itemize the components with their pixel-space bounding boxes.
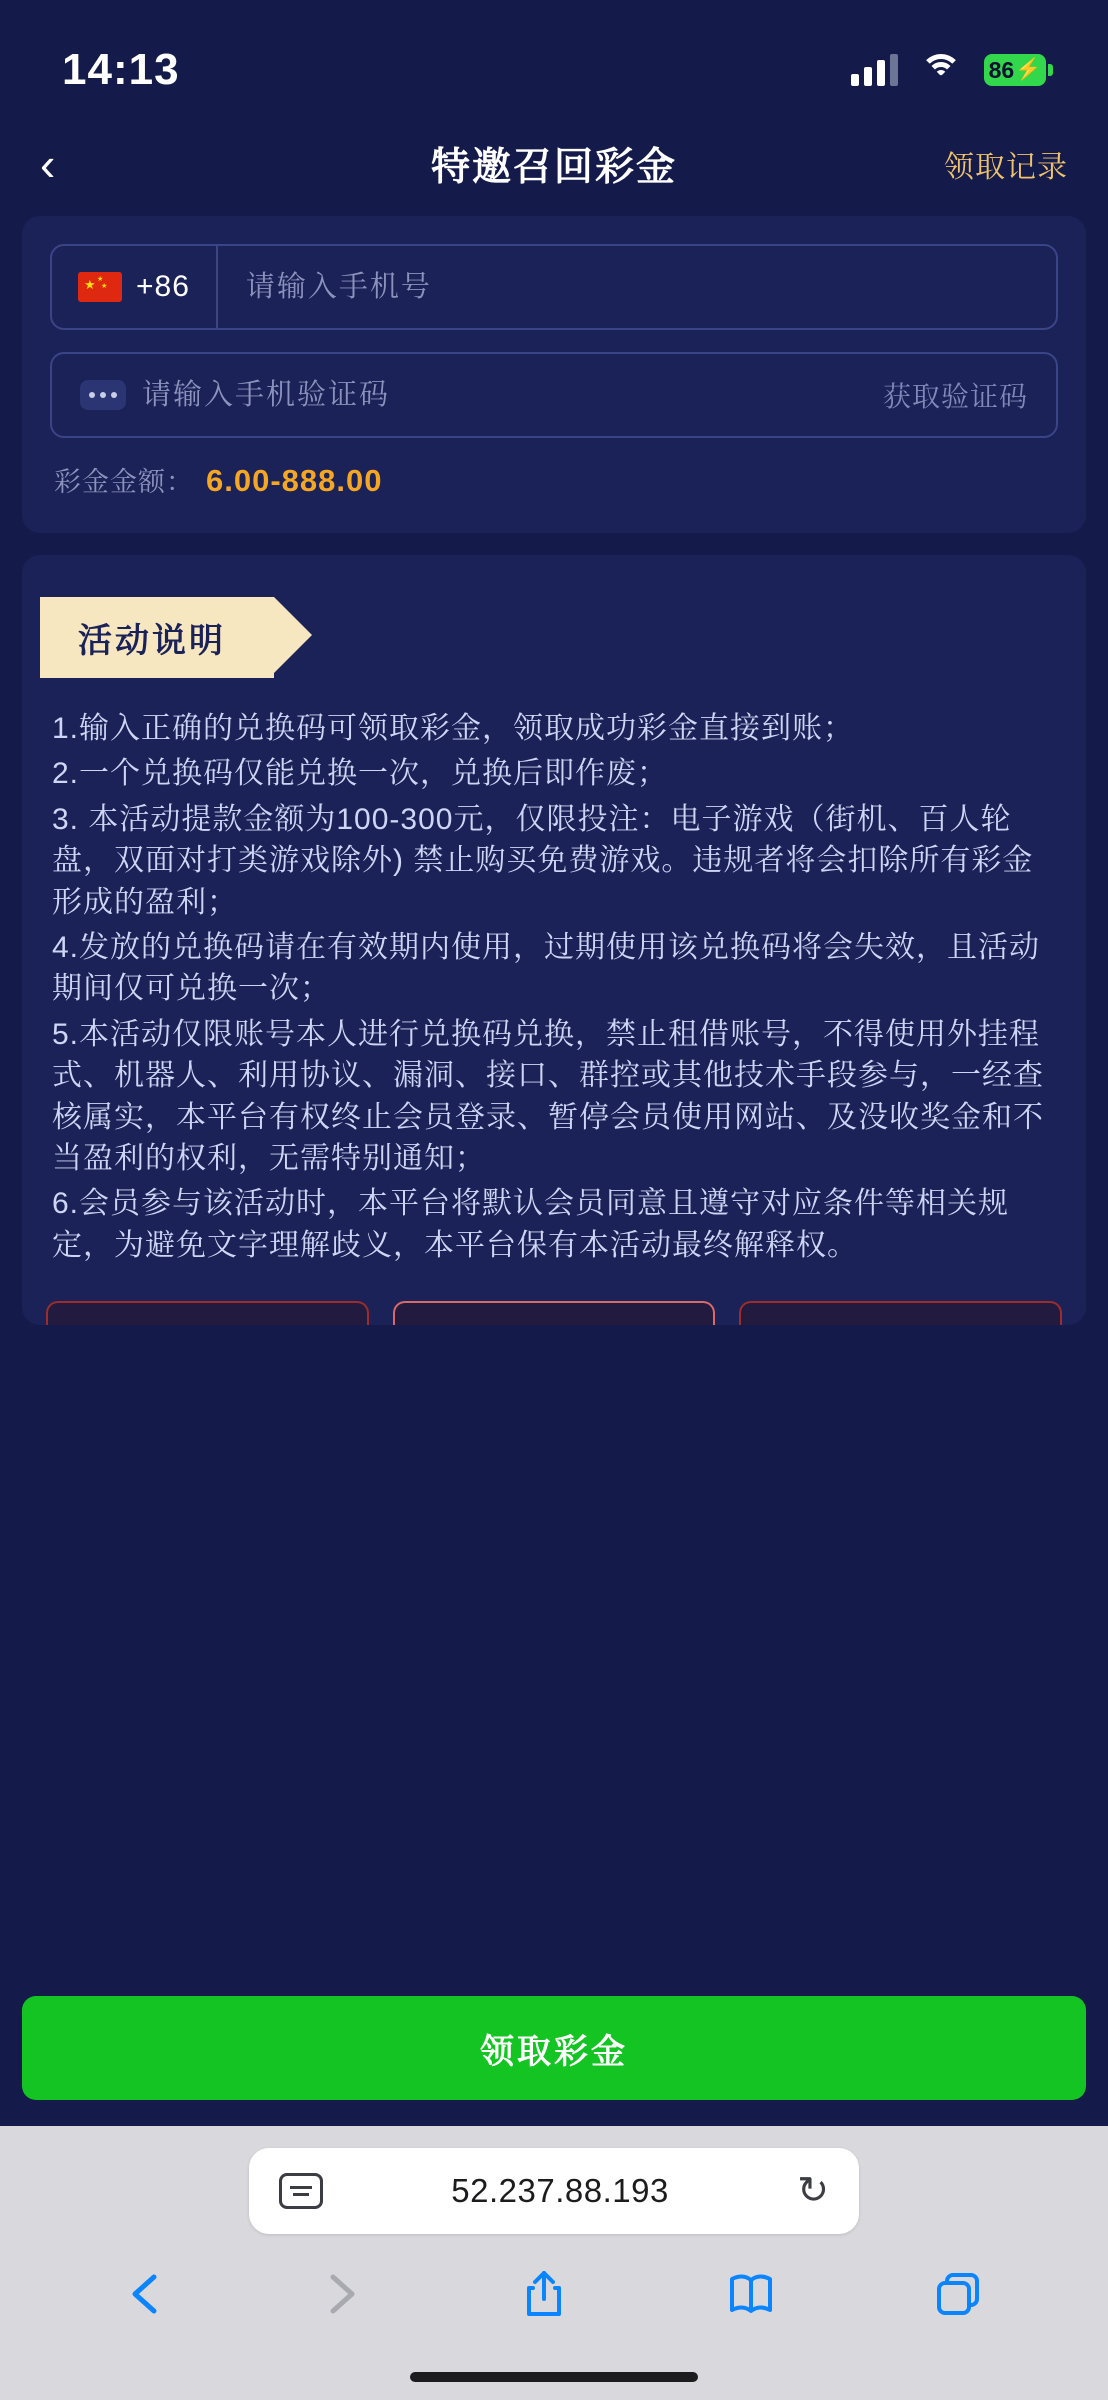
code-input-group[interactable]	[80, 379, 883, 412]
tile-preview[interactable]	[46, 1301, 369, 1325]
tile-preview[interactable]	[739, 1301, 1062, 1325]
code-dots-icon	[80, 380, 126, 410]
claim-form-card	[22, 216, 1086, 533]
url-text[interactable]: 52.237.88.193	[451, 2172, 669, 2209]
share-icon[interactable]	[522, 2269, 566, 2319]
browser-chrome	[0, 2126, 1108, 2400]
partially-visible-tiles	[22, 1301, 1086, 1325]
cta-container	[0, 1978, 1108, 2126]
verification-code-input[interactable]	[142, 379, 883, 412]
status-indicators	[851, 54, 1046, 86]
bonus-amount-row	[50, 460, 1058, 499]
reader-view-icon[interactable]	[279, 2173, 323, 2209]
browser-toolbar	[0, 2234, 1108, 2354]
activity-rules-ribbon: 活动说明	[40, 597, 274, 678]
back-chevron-icon[interactable]	[127, 2271, 163, 2317]
rule-item: 6.会员参与该活动时，本平台将默认会员同意且遵守对应条件等相关规定，为避免文字理解歧义，本平台保有本活动最终解释权。	[52, 1187, 1010, 1262]
claim-records-link[interactable]: 领取记录	[944, 151, 1068, 184]
url-bar[interactable]	[249, 2148, 859, 2234]
phone-field-row[interactable]	[50, 244, 1058, 330]
verification-code-field-row[interactable]	[50, 352, 1058, 438]
charging-bolt-icon: ⚡	[1015, 58, 1042, 81]
page-content	[0, 216, 1108, 1978]
wifi-icon	[920, 54, 962, 86]
home-indicator[interactable]	[410, 2372, 698, 2382]
activity-rules-card	[22, 555, 1086, 1325]
bonus-amount-value: 6.00-888.00	[206, 463, 383, 498]
get-verification-code-button[interactable]: 获取验证码	[882, 381, 1028, 412]
claim-bonus-button[interactable]: 领取彩金	[22, 1996, 1086, 2100]
rule-item: 1.输入正确的兑换码可领取彩金，领取成功彩金直接到账；	[52, 712, 855, 745]
forward-chevron-icon	[324, 2271, 360, 2317]
app-nav-bar	[0, 112, 1108, 216]
tile-preview[interactable]	[393, 1301, 716, 1325]
cellular-signal-icon	[851, 54, 898, 86]
page-title: 特邀召回彩金	[430, 146, 677, 189]
rule-item: 4.发放的兑换码请在有效期内使用，过期使用该兑换码将会失效，且活动期间仅可兑换一次；	[52, 930, 1041, 1006]
rule-item: 3. 本活动提款金额为100-300元，仅限投注：电子游戏（街机、百人轮盘，双面对打类游戏除外) 禁止购买免费游戏。违规者将会扣除所有彩金形成的盈利；	[52, 802, 1034, 919]
battery-icon	[984, 54, 1046, 86]
back-chevron-icon[interactable]: ‹	[40, 138, 56, 190]
home-indicator-area	[0, 2354, 1108, 2400]
status-time: 14:13	[62, 45, 180, 94]
activity-rules-body	[22, 678, 1086, 1266]
status-bar	[0, 0, 1108, 112]
rule-item: 5.本活动仅限账号本人进行兑换码兑换，禁止租借账号，不得使用外挂程式、机器人、利用协议、漏洞、接口、群控或其他技术手段参与，一经查核属实，本平台有权终止会员登录、暂停会员使用网站、及没收奖金和不当盈利的权利，无需特别通知；	[52, 1017, 1044, 1175]
tabs-icon[interactable]	[935, 2271, 981, 2317]
country-code-label: +86	[136, 270, 190, 303]
rule-item: 2.一个兑换码仅能兑换一次，兑换后即作废；	[52, 757, 669, 791]
china-flag-icon: ★ ★ ★	[78, 272, 122, 302]
bookmarks-icon[interactable]	[728, 2272, 774, 2316]
bonus-amount-label: 彩金金额：	[54, 467, 194, 497]
phone-input[interactable]	[218, 271, 1056, 304]
battery-level: 86	[988, 56, 1015, 83]
url-bar-row	[0, 2148, 1108, 2234]
reload-icon[interactable]: ↻	[797, 2170, 829, 2212]
country-code-selector[interactable]	[52, 246, 218, 328]
